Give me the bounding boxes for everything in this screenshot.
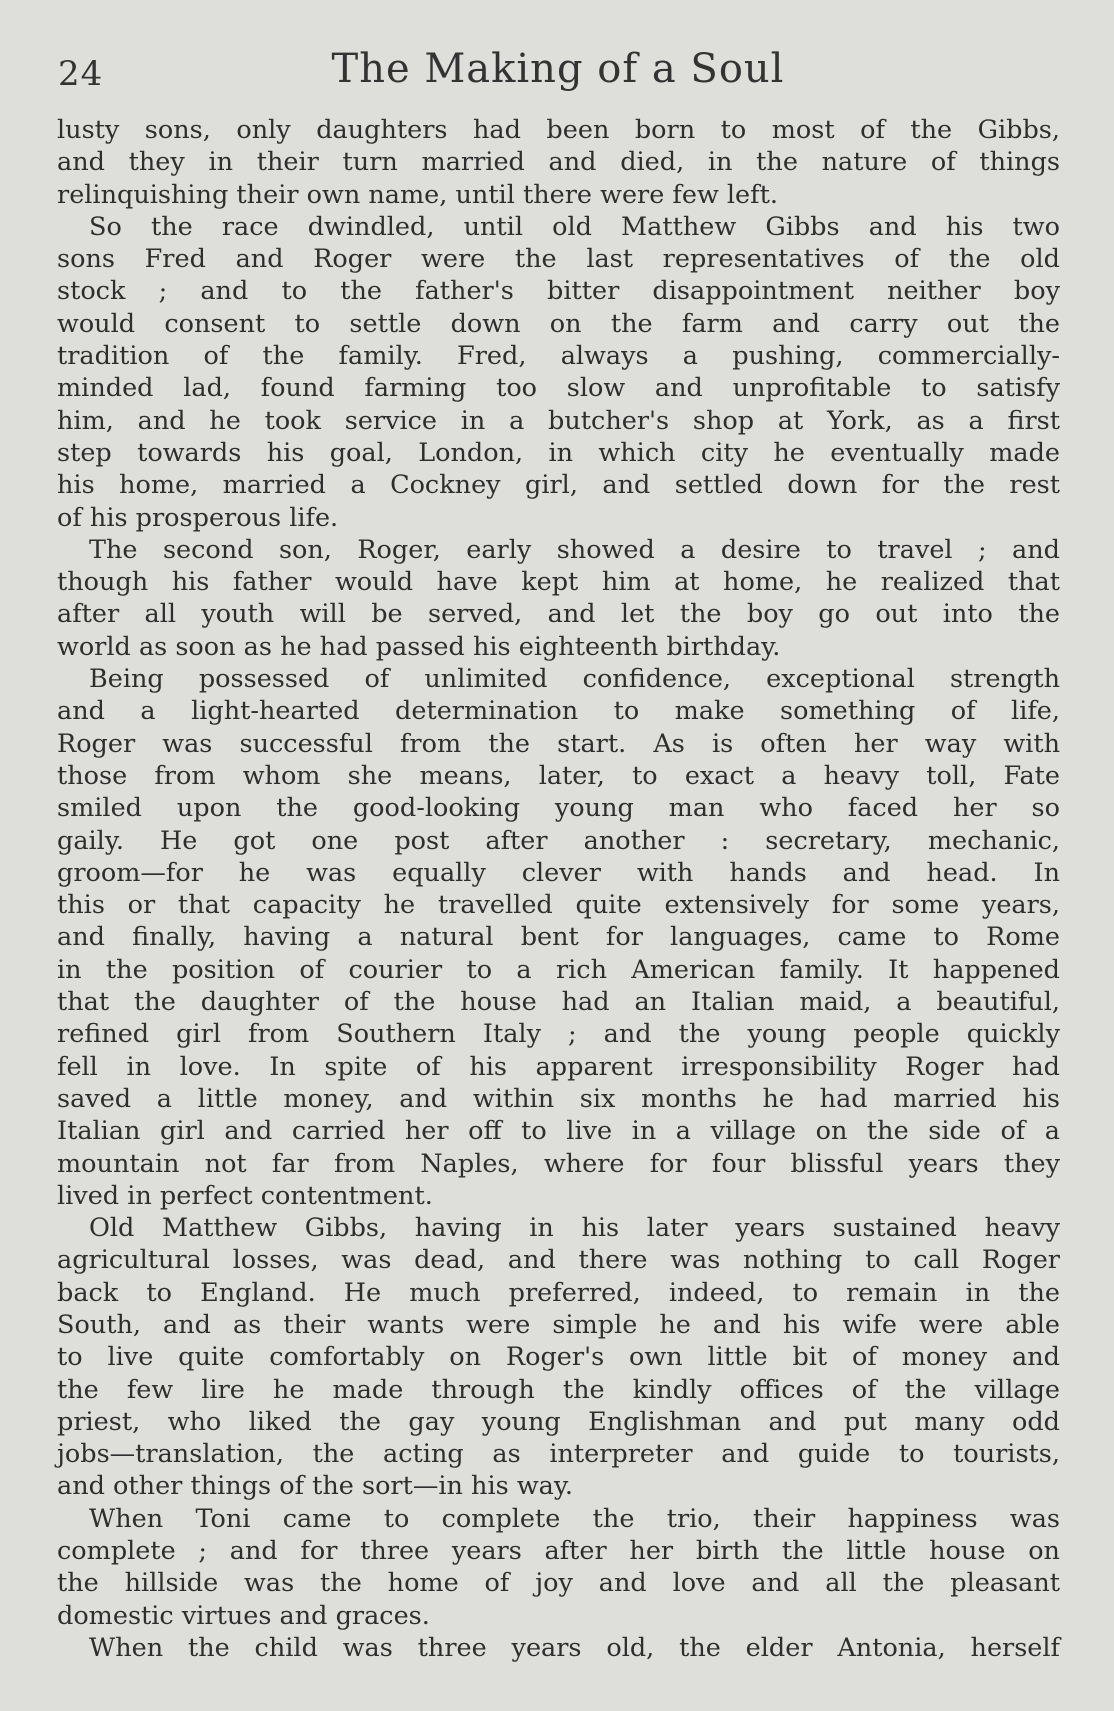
text-line: Roger was successful from the start. As is often her way with: [57, 728, 1060, 759]
text-line: and a light-hearted determination to make something of life,: [57, 696, 1060, 727]
text-line: lived in perfect contentment.: [57, 1180, 433, 1211]
running-title: The Making of a Soul: [331, 46, 785, 92]
text-line: though his father would have kept him at home, he realized that: [57, 567, 1060, 598]
text-line: those from whom she means, later, to exact a heavy toll, Fate: [57, 760, 1060, 791]
text-line: refined girl from Southern Italy ; and the young people quickly: [57, 1019, 1060, 1050]
text-line: sons Fred and Roger were the last representatives of the old: [57, 244, 1060, 275]
text-line: relinquishing their own name, until there were few left.: [57, 179, 778, 210]
text-line: South, and as their wants were simple he and his wife were able: [57, 1309, 1060, 1340]
text-line: jobs—translation, the acting as interpreter and guide to tourists,: [57, 1439, 1060, 1470]
text-line: saved a little money, and within six months he had married his: [57, 1083, 1060, 1114]
text-line: Old Matthew Gibbs, having in his later years sustained heavy: [89, 1213, 1060, 1244]
text-line: the few lire he made through the kindly offices of the village: [57, 1374, 1060, 1405]
text-line: minded lad, found farming too slow and unprofitable to satisfy: [57, 373, 1060, 404]
text-line: back to England. He much preferred, indeed, to remain in the: [57, 1277, 1060, 1308]
text-line: fell in love. In spite of his apparent irresponsibility Roger had: [57, 1051, 1060, 1082]
text-line: the hillside was the home of joy and love and all the pleasant: [57, 1568, 1060, 1599]
text-line: Italian girl and carried her off to live in a village on the side of a: [57, 1116, 1060, 1147]
text-line: would consent to settle down on the farm and carry out the: [57, 308, 1060, 339]
text-line: Being possessed of unlimited confidence, exceptional strength: [89, 664, 1060, 695]
text-line: after all youth will be served, and let the boy go out into the: [57, 599, 1060, 630]
text-line: The second son, Roger, early showed a desire to travel ; and: [89, 534, 1060, 565]
text-line: and finally, having a natural bent for languages, came to Rome: [57, 922, 1060, 953]
text-line: So the race dwindled, until old Matthew Gibbs and his two: [89, 211, 1060, 242]
text-line: When Toni came to complete the trio, their happiness was: [89, 1503, 1060, 1534]
text-line: tradition of the family. Fred, always a pushing, commercially-: [57, 341, 1060, 372]
text-line: complete ; and for three years after her birth the little house on: [57, 1536, 1060, 1567]
body-text: [57, 114, 1060, 1664]
text-line: to live quite comfortably on Roger's own little bit of money and: [57, 1342, 1060, 1373]
text-line: that the daughter of the house had an Italian maid, a beautiful,: [57, 987, 1060, 1018]
text-line: priest, who liked the gay young Englishman and put many odd: [57, 1406, 1060, 1437]
text-line: smiled upon the good-looking young man who faced her so: [57, 793, 1060, 824]
page-number: 24: [58, 54, 104, 94]
text-line: When the child was three years old, the elder Antonia, herself: [89, 1632, 1060, 1663]
text-line: agricultural losses, was dead, and there was nothing to call Roger: [57, 1245, 1060, 1276]
text-line: him, and he took service in a butcher's shop at York, as a first: [57, 405, 1060, 436]
text-line: domestic virtues and graces.: [57, 1600, 430, 1631]
text-line: stock ; and to the father's bitter disappointment neither boy: [57, 276, 1060, 307]
text-line: lusty sons, only daughters had been born to most of the Gibbs,: [57, 115, 1060, 145]
text-line: of his prosperous life.: [57, 502, 339, 533]
page-header: [58, 46, 1058, 106]
text-line: world as soon as he had passed his eighteenth birthday.: [57, 631, 781, 662]
text-line: his home, married a Cockney girl, and settled down for the rest: [57, 470, 1060, 501]
text-line: step towards his goal, London, in which city he eventually made: [57, 437, 1060, 468]
text-line: groom—for he was equally clever with hands and head. In: [57, 857, 1060, 888]
text-line: and they in their turn married and died, in the nature of things: [57, 147, 1060, 178]
text-line: this or that capacity he travelled quite extensively for some years,: [57, 890, 1060, 921]
text-line: mountain not far from Naples, where for four blissful years they: [57, 1148, 1060, 1179]
text-line: in the position of courier to a rich American family. It happened: [57, 954, 1060, 985]
text-line: and other things of the sort—in his way.: [57, 1471, 573, 1502]
text-line: gaily. He got one post after another : secretary, mechanic,: [57, 825, 1060, 856]
